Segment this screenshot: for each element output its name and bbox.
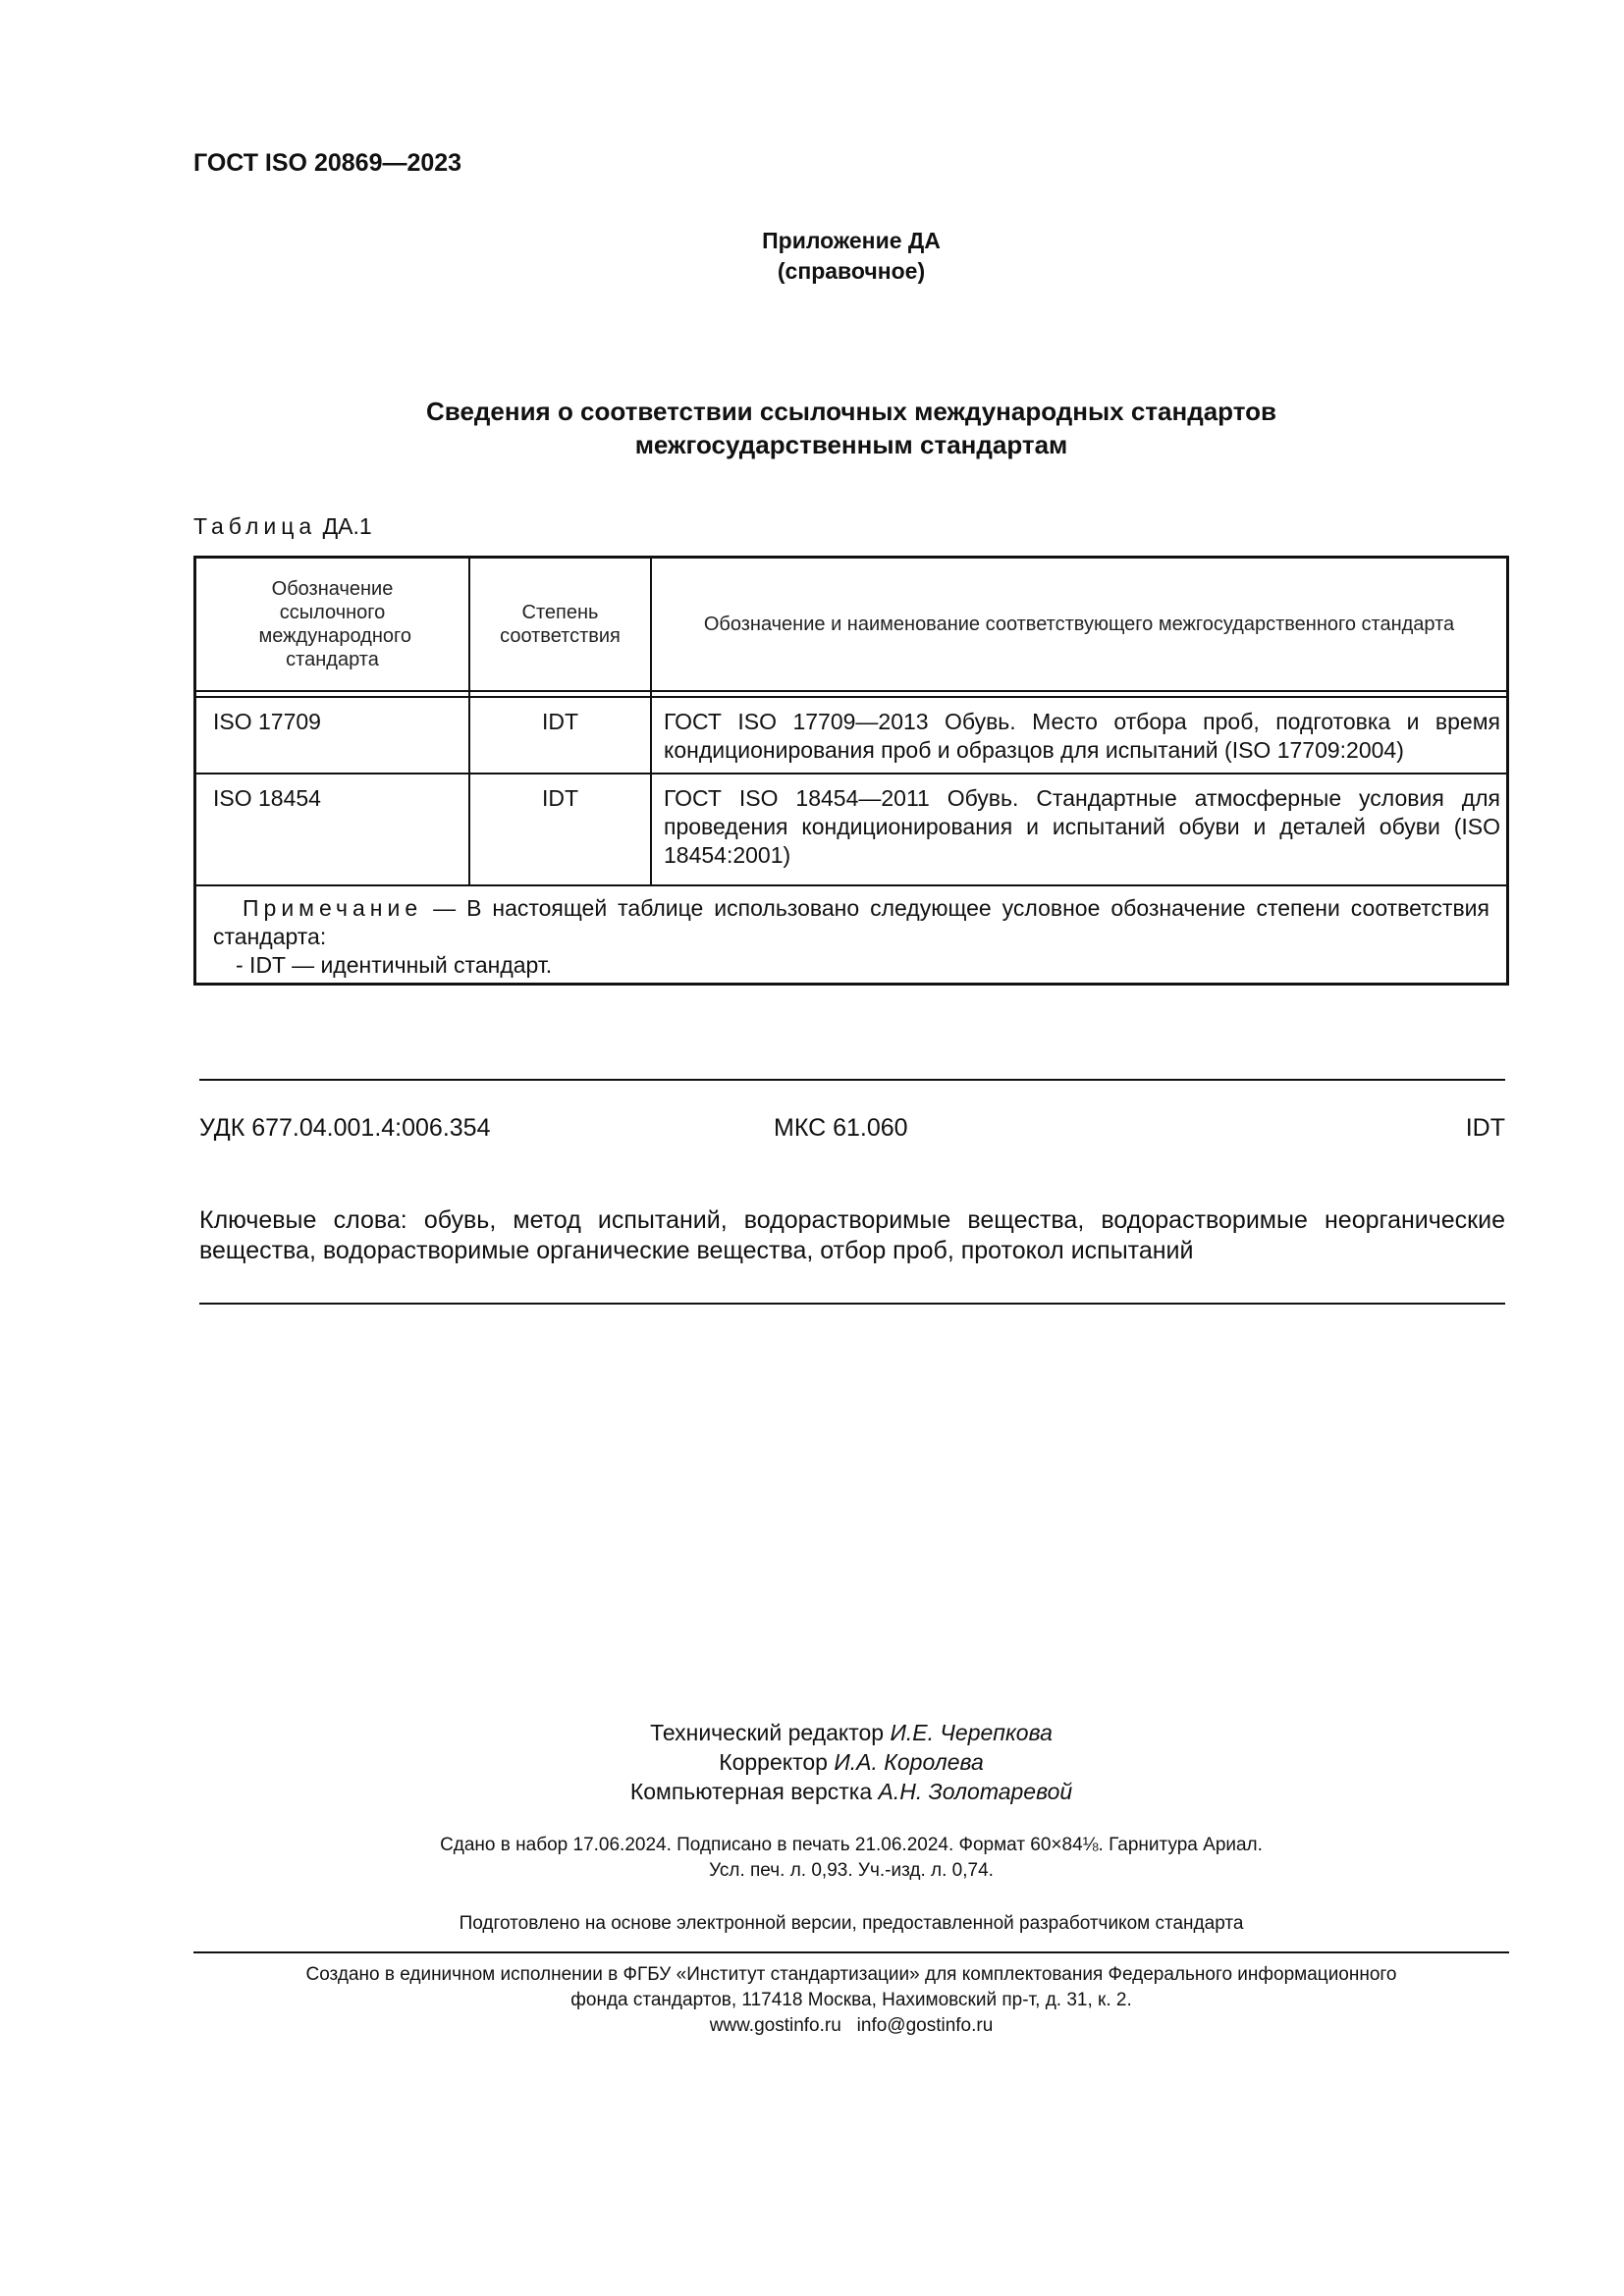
keywords: Ключевые слова: обувь, метод испытаний, водорастворимые вещества, водорастворимые неорганические вещества, водорастворимые органические вещества, отбор проб, протокол испытаний [199,1206,1505,1264]
appendix-heading [0,226,1624,287]
imprint-contacts [0,2013,1624,2039]
credit-layout [0,1777,1624,1806]
separator-rule [199,1079,1505,1081]
table-caption-label: Таблица [193,513,317,539]
table-note-label: Примечание [243,895,423,921]
table-cell-ref-1: ISO 17709 [213,709,321,734]
mks-code: МКС 61.060 [774,1114,908,1142]
table-note-divider [196,884,1506,886]
separator-rule [199,1303,1505,1305]
email-link[interactable]: info@gostinfo.ru [856,2015,994,2036]
table-cell-degree-2: IDT [541,785,579,811]
table-header-degree-text: Степень соответствия [500,602,621,647]
footer-rule [193,1951,1509,1953]
document-code: ГОСТ ISO 20869—2023 [193,149,462,177]
table-row-divider [196,773,1506,774]
section-title [0,395,1624,461]
correspondence-table [193,556,1509,986]
table-caption [193,513,372,540]
table-cell-title-1: ГОСТ ISO 17709—2013 Обувь. Место отбора проб, подготовка и время кондиционирования проб и образцов для испытаний (ISO 17709:2004) [664,709,1500,763]
table-caption-number: ДА.1 [322,513,372,539]
appendix-title: Приложение ДА [762,228,941,253]
degree-code: IDT [1465,1114,1505,1142]
imprint-created-line-2: фонда стандартов, 117418 Москва, Нахимовский пр-т, д. 31, к. 2. [570,1990,1132,2010]
credit-name: И.А. Королева [834,1749,984,1775]
credit-proofreader [0,1747,1624,1777]
table-note [213,894,1489,951]
credit-name: А.Н. Золотаревой [878,1779,1073,1804]
credit-role: Компьютерная верстка [629,1779,879,1804]
table-header-degree [470,559,650,690]
table-cell-ref-2: ISO 18454 [213,785,321,811]
imprint-prepared: Подготовлено на основе электронной версии, предоставленной разработчиком стандарта [459,1913,1244,1934]
table-header-interstate-text: Обозначение и наименование соответствующего межгосударственного стандарта [703,614,1455,635]
section-title-line-1: Сведения о соответствии ссылочных международных стандартов [426,397,1276,426]
udk-code: УДК 677.04.001.4:006.354 [199,1114,491,1142]
imprint-line-2: Усл. печ. л. 0,93. Уч.-изд. л. 0,74. [709,1860,994,1881]
table-header-divider [196,696,1506,698]
credit-name: И.Е. Черепкова [890,1720,1053,1745]
credit-role: Технический редактор [650,1720,891,1745]
table-header-reference-text: Обозначение ссылочного международного стандарта [258,578,411,670]
table-cell-title-2: ГОСТ ISO 18454—2011 Обувь. Стандартные атмосферные условия для проведения кондиционирования и испытаний обуви и деталей обуви (ISO 18454:2001) [664,785,1500,868]
imprint-line-1: Сдано в набор 17.06.2024. Подписано в печать 21.06.2024. Формат 60×84⅛. Гарнитура Ариал. [440,1835,1263,1855]
table-header-interstate [652,559,1506,690]
website-link[interactable]: www.gostinfo.ru [709,2015,841,2036]
credit-role: Корректор [719,1749,835,1775]
table-header-reference [196,559,468,690]
credit-tech-editor [0,1718,1624,1747]
table-note-text: — В настоящей таблице использовано следующее условное обозначение степени соответствия стандарта: [213,895,1489,949]
table-cell-degree-1: IDT [541,709,579,734]
imprint-created-line-1: Создано в единичном исполнении в ФГБУ «Институт стандартизации» для комплектования Федерального информационного [305,1964,1397,1985]
section-title-line-2: межгосударственным стандартам [634,430,1068,459]
appendix-type: (справочное) [777,258,926,284]
table-header-divider [196,690,1506,692]
table-note-item: - IDT — идентичный стандарт. [236,952,553,978]
